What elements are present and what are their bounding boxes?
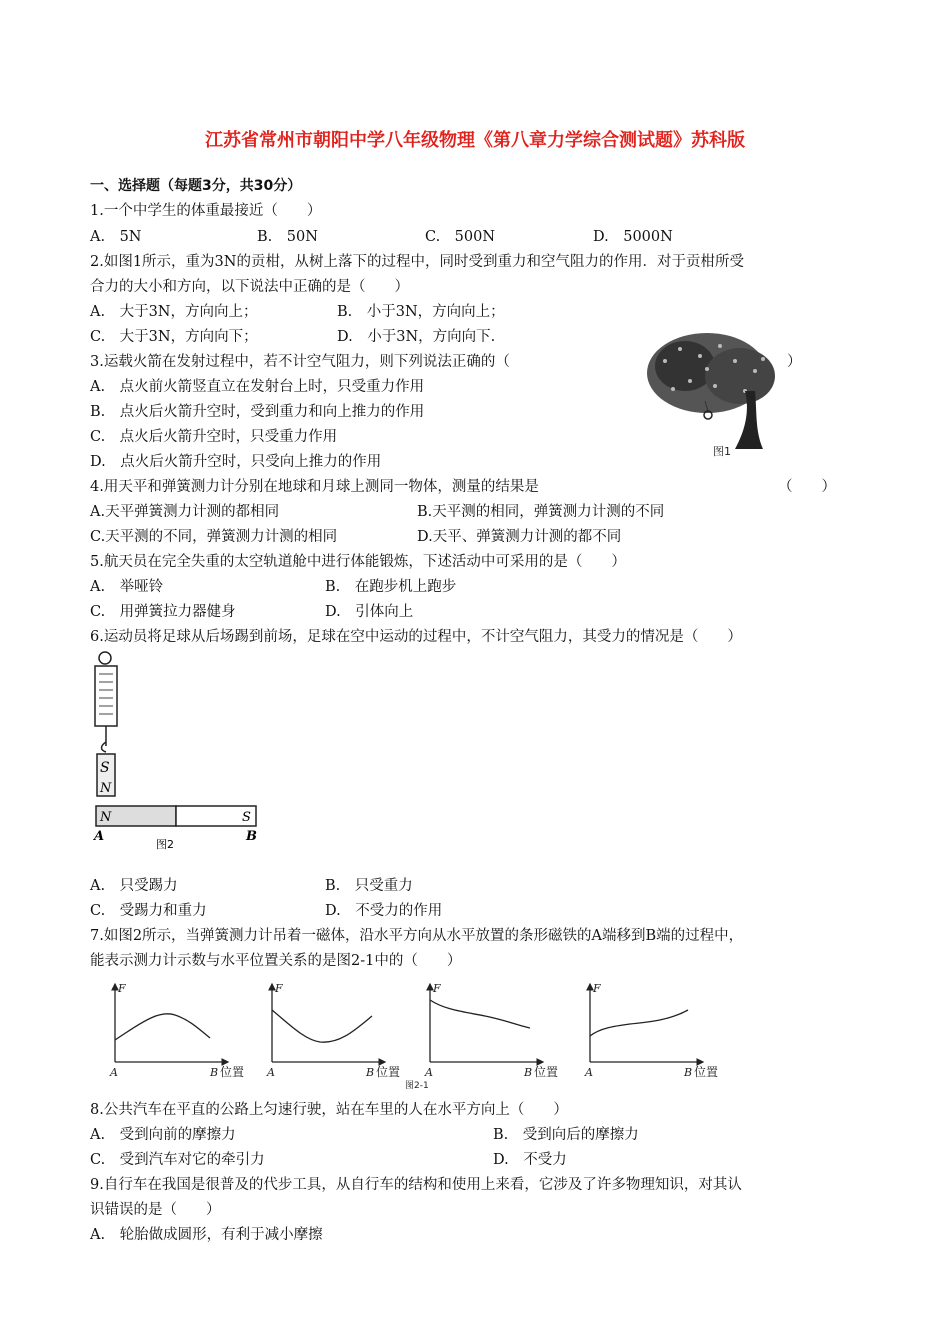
question-2-stem-1: 2.如图1所示，重为3N的贡柑，从树上落下的过程中，同时受到重力和空气阻力的作用．对于贡柑所受 <box>90 254 744 270</box>
q8-option-d: D. 不受力 <box>493 1152 567 1168</box>
magnet-s-label: S <box>100 760 110 776</box>
q1-option-d: D. 5000N <box>593 229 673 245</box>
section-heading: 一、选择题（每题3分，共30分） <box>90 178 302 194</box>
graph-d-b-label: B <box>684 1066 693 1079</box>
graph-a-b-label: B <box>210 1066 219 1079</box>
graph-c-f-label: F <box>433 982 441 995</box>
page-title: 江苏省常州市朝阳中学八年级物理《第八章力学综合测试题》苏科版 <box>205 130 745 151</box>
magnet-n-label: N <box>100 781 112 796</box>
graph-c-b-label: B <box>524 1066 533 1079</box>
q6-option-a: A. 只受踢力 <box>90 878 178 894</box>
q6-option-c: C. 受踢力和重力 <box>90 903 207 919</box>
q6-option-d: D. 不受力的作用 <box>325 903 443 919</box>
q1-option-b: B. 50N <box>257 229 318 245</box>
q5-option-b: B. 在跑步机上跑步 <box>325 579 457 595</box>
question-3-stem: 3.运载火箭在发射过程中，若不计空气阻力，则下列说法正确的（ <box>90 354 510 370</box>
question-2-stem-2: 合力的大小和方向，以下说法中正确的是（ ） <box>90 279 409 295</box>
question-9-stem-1: 9.自行车在我国是很普及的代步工具，从自行车的结构和使用上来看，它涉及了许多物理知识，对其认 <box>90 1177 742 1193</box>
graph-d-a-label: A <box>585 1066 593 1079</box>
graph-b-a-label: A <box>267 1066 275 1079</box>
q3-option-a: A. 点火前火箭竖直立在发射台上时，只受重力作用 <box>90 379 425 395</box>
q3-option-d: D. 点火后火箭升空时，只受向上推力的作用 <box>90 454 382 470</box>
graph-c-a-label: A <box>425 1066 433 1079</box>
q1-option-a: A. 5N <box>90 229 142 245</box>
graph-a-a-label: A <box>110 1066 118 1079</box>
question-9-stem-2: 识错误的是（ ） <box>90 1202 221 1218</box>
q4-option-d: D.天平、弹簧测力计测的都不同 <box>417 529 622 545</box>
q4-option-a: A.天平弹簧测力计测的都相同 <box>90 504 280 520</box>
bar-a-label: A <box>94 829 105 844</box>
question-1-stem: 1.一个中学生的体重最接近（ ） <box>90 203 322 219</box>
q2-option-d: D. 小于3N，方向向下. <box>337 329 496 345</box>
q4-option-c: C.天平测的不同，弹簧测力计测的相同 <box>90 529 338 545</box>
figure-1-label: 图1 <box>713 445 731 458</box>
graph-d-f-label: F <box>593 982 601 995</box>
figure-2-1-graphs <box>100 980 740 1092</box>
bar-n-label: N <box>100 810 112 825</box>
graph-b-b-label: B <box>366 1066 375 1079</box>
bar-b-label: B <box>246 829 257 844</box>
q8-option-a: A. 受到向前的摩擦力 <box>90 1127 236 1143</box>
figure-2-label: 图2 <box>156 838 174 850</box>
q4-option-b: B.天平测的相同，弹簧测力计测的不同 <box>417 504 665 520</box>
figure-1-tree <box>645 331 785 461</box>
q5-option-d: D. 引体向上 <box>325 604 414 620</box>
graph-a-f-label: F <box>118 982 126 995</box>
figure-2-1-label: 图2-1 <box>405 1081 429 1091</box>
q1-option-c: C. 500N <box>425 229 496 245</box>
question-8-stem: 8.公共汽车在平直的公路上匀速行驶，站在车里的人在水平方向上（ ） <box>90 1102 568 1118</box>
q2-option-c: C. 大于3N，方向向下； <box>90 329 258 345</box>
q3-option-b: B. 点火后火箭升空时，受到重力和向上推力的作用 <box>90 404 425 420</box>
question-4-stem: 4.用天平和弹簧测力计分别在地球和月球上测同一物体，测量的结果是 <box>90 479 539 495</box>
q2-option-a: A. 大于3N，方向向上； <box>90 304 258 320</box>
question-7-stem-1: 7.如图2所示，当弹簧测力计吊着一磁体，沿水平方向从水平放置的条形磁铁的A端移到B端的过程中， <box>90 928 744 944</box>
q5-option-a: A. 举哑铃 <box>90 579 164 595</box>
q8-option-c: C. 受到汽车对它的牵引力 <box>90 1152 265 1168</box>
graph-c-position-label: 位置 <box>534 1065 559 1079</box>
graph-a-position-label: 位置 <box>220 1065 245 1079</box>
question-5-stem: 5.航天员在完全失重的太空轨道舱中进行体能锻炼，下述活动中可采用的是（ ） <box>90 554 626 570</box>
q2-option-b: B. 小于3N，方向向上； <box>337 304 505 320</box>
q3-option-c: C. 点火后火箭升空时，只受重力作用 <box>90 429 338 445</box>
q6-option-b: B. 只受重力 <box>325 878 413 894</box>
q8-option-b: B. 受到向后的摩擦力 <box>493 1127 639 1143</box>
q5-option-c: C. 用弹簧拉力器健身 <box>90 604 236 620</box>
question-7-stem-2: 能表示测力计示数与水平位置关系的是图2-1中的（ ） <box>90 953 462 969</box>
question-6-stem: 6.运动员将足球从后场踢到前场，足球在空中运动的过程中，不计空气阻力，其受力的情况是（ ） <box>90 629 742 645</box>
graph-b-position-label: 位置 <box>376 1065 401 1079</box>
q9-option-a: A. 轮胎做成圆形，有利于减小摩擦 <box>90 1227 323 1243</box>
graph-b-f-label: F <box>275 982 283 995</box>
graph-d-position-label: 位置 <box>694 1065 719 1079</box>
q3-answer-paren: ） <box>787 354 802 370</box>
q4-answer-paren: （ ） <box>778 479 836 495</box>
figure-2-spring-scale <box>90 650 265 850</box>
bar-s-label: S <box>242 810 251 825</box>
